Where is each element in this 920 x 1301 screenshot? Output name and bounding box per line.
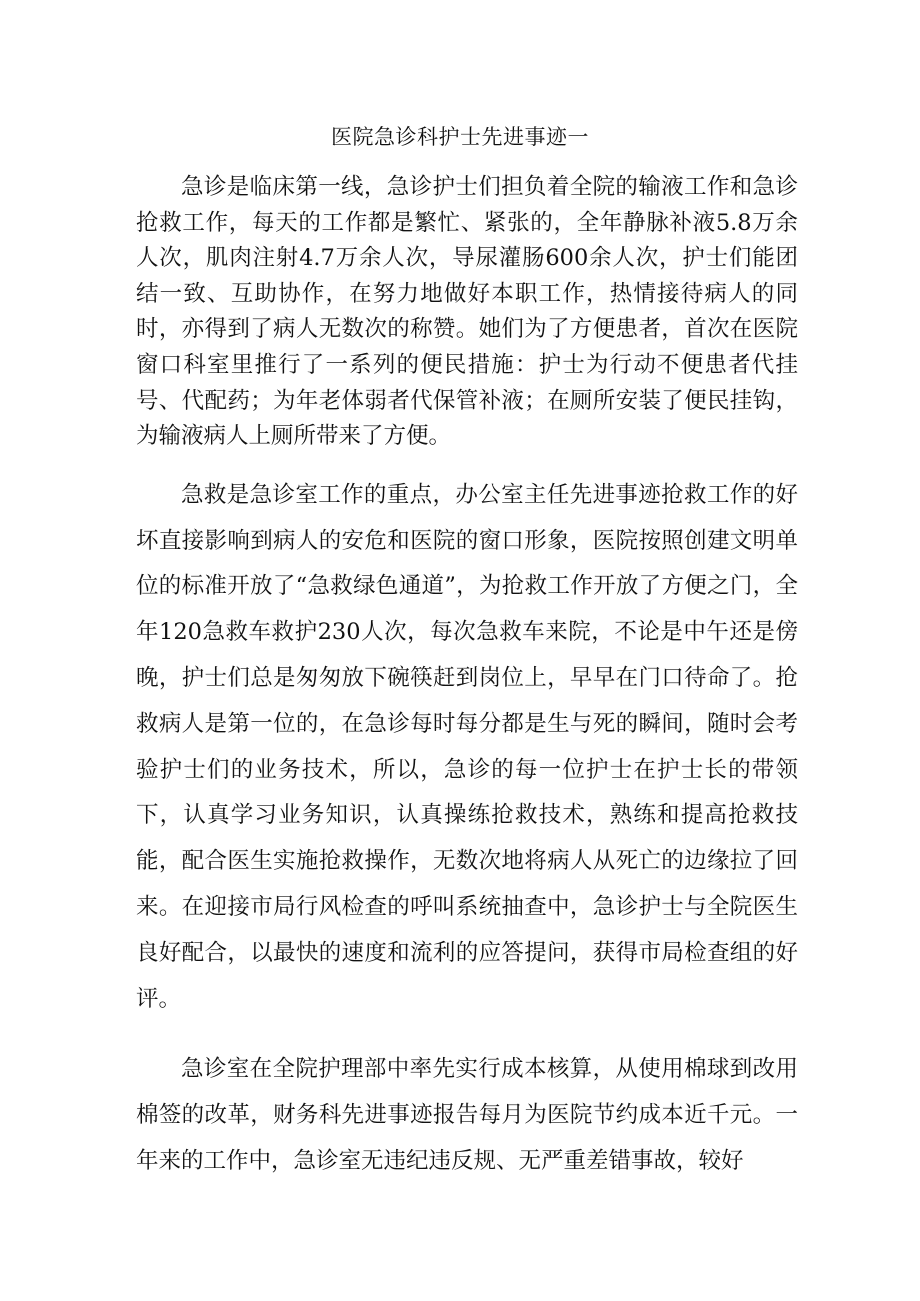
paragraph-emergency-rescue: 急救是急诊室工作的重点，办公室主任先进事迹抢救工作的好坏直接影响到病人的安危和医院的窗口形象，医院按照创建文明单位的标准开放了“急救绿色通道”，为抢救工作开放了方便之门，全年120急救车救护230人次，每次急救车来院，不论是中午还是傍晚，护士们总是匆匆放下碗筷赶到岗位上，早早在门口待命了。抢救病人是第一位的，在急诊每时每分都是生与死的瞬间，随时会考验护士们的业务技术，所以，急诊的每一位护士在护士长的带领下，认真学习业务知识，认真操练抢救技术，熟练和提高抢救技能，配合医生实施抢救操作，无数次地将病人从死亡的边缘拉了回来。在迎接市局行风检查的呼叫系统抽查中，急诊护士与全院医生良好配合，以最快的速度和流利的应答提问，获得市局检查组的好评。 — [136, 481, 798, 1012]
document-title: 医院急诊科护士先进事迹一 — [331, 125, 589, 149]
document-body — [136, 170, 798, 1185]
paragraph-cost-accounting: 急诊室在全院护理部中率先实行成本核算，从使用棉球到改用棉签的改革，财务科先进事迹报告每月为医院节约成本近千元。一年来的工作中，急诊室无违纪违反规、无严重差错事故，较好 — [136, 1056, 798, 1174]
paragraph-emergency-first-line: 急诊是临床第一线，急诊护士们担负着全院的输液工作和急诊抢救工作，每天的工作都是繁忙、紧张的，全年静脉补液5.8万余人次，肌肉注射4.7万余人次，导尿灌肠600余人次，护士们能团结一致、互助协作，在努力地做好本职工作，热情接待病人的同时，亦得到了病人无数次的称赞。她们为了方便患者，首次在医院窗口科室里推行了一系列的便民措施：护士为行动不便患者代挂号、代配药；为年老体弱者代保管补液；在厕所安装了便民挂钩，为输液病人上厕所带来了方便。 — [136, 174, 798, 450]
